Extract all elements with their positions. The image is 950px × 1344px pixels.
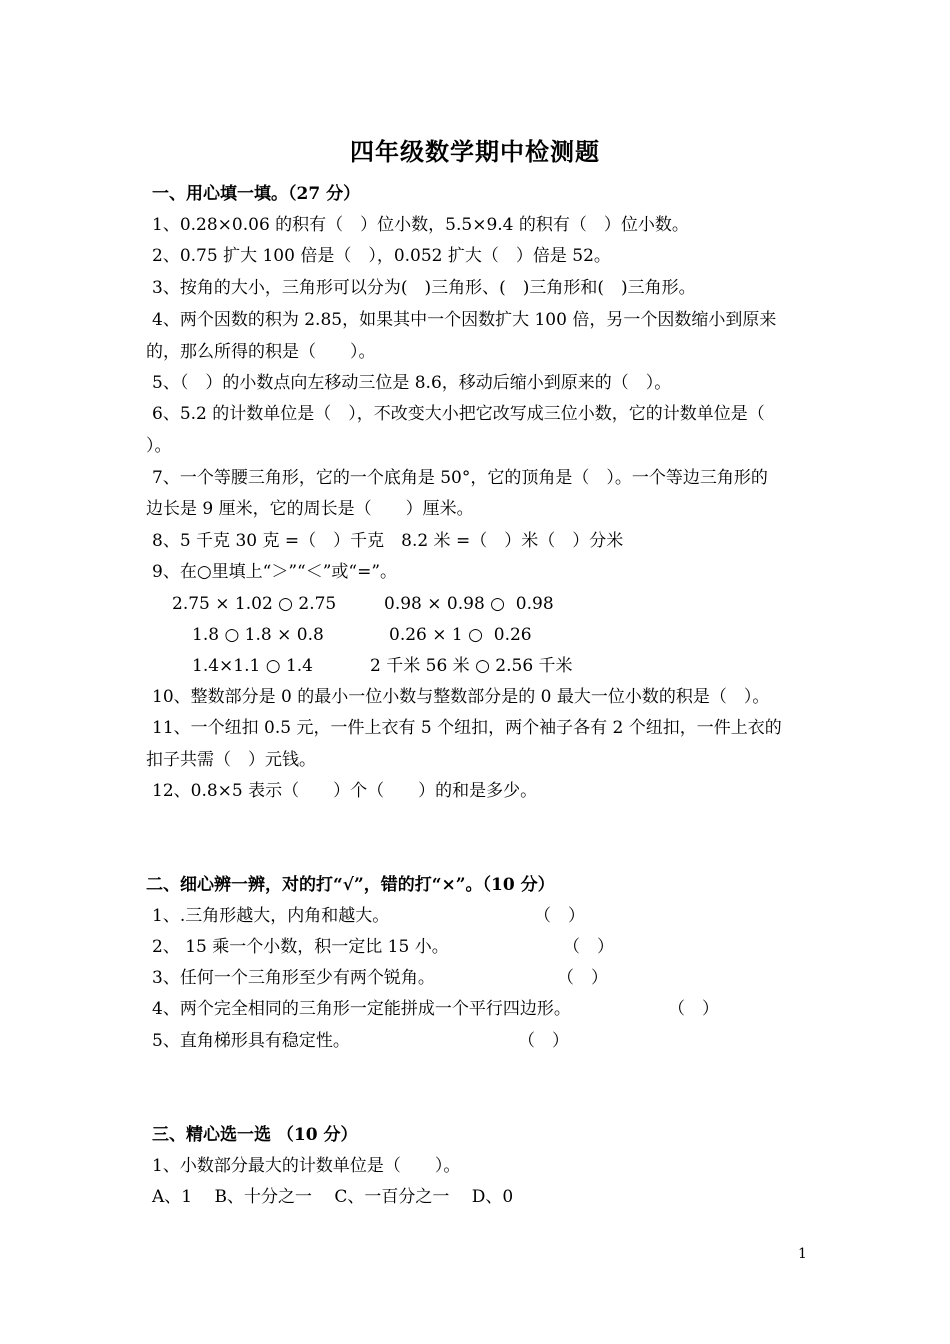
choice-question: 1、小数部分最大的计数单位是（ ）。	[152, 1156, 461, 1176]
comparison-item: 1.4×1.1 ○ 1.4	[192, 656, 313, 676]
page-title: 四年级数学期中检测题	[350, 137, 600, 166]
comparison-item: 2.75 × 1.02 ○ 2.75	[172, 594, 337, 614]
question-line: 边长是 9 厘米，它的周长是（ ）厘米。	[146, 499, 474, 519]
judge-item: 5、直角梯形具有稳定性。	[152, 1031, 350, 1051]
question-line: 12、0.8×5 表示（ ）个（ ）的和是多少。	[152, 781, 538, 801]
question-line: 5、（ ）的小数点向左移动三位是 8.6，移动后缩小到原来的（ ）。	[152, 373, 672, 393]
question-line: 3、按角的大小，三角形可以分为( )三角形、( )三角形和( )三角形。	[152, 278, 696, 298]
section3-heading: 三、精心选一选 （10 分）	[152, 1125, 358, 1145]
judge-item: 2、 15 乘一个小数，积一定比 15 小。	[152, 937, 449, 957]
question-line: 4、两个因数的积为 2.85，如果其中一个因数扩大 100 倍，另一个因数缩小到原来	[152, 310, 777, 330]
question-line: 2、0.75 扩大 100 倍是（ ），0.052 扩大（ ）倍是 52。	[152, 246, 611, 266]
question-line: 11、一个纽扣 0.5 元，一件上衣有 5 个纽扣，两个袖子各有 2 个纽扣，一件上衣的	[152, 718, 782, 738]
page-number: 1	[798, 1246, 807, 1262]
section2-heading: 二、细心辨一辨，对的打“√”，错的打“×”。（10 分）	[146, 875, 555, 895]
question-line: 扣子共需（ ）元钱。	[146, 750, 316, 770]
comparison-item: 0.98 × 0.98 ○ 0.98	[384, 594, 554, 614]
question-line: 7、一个等腰三角形，它的一个底角是 50°，它的顶角是（ ）。一个等边三角形的	[152, 468, 768, 488]
answer-bracket: （ ）	[557, 968, 608, 988]
judge-item: 3、任何一个三角形至少有两个锐角。	[152, 968, 435, 988]
question-line: ）。	[146, 436, 172, 456]
judge-item: 4、两个完全相同的三角形一定能拼成一个平行四边形。	[152, 999, 571, 1019]
section1-heading: 一、用心填一填。（27 分）	[152, 184, 361, 204]
judge-item: 1、.三角形越大，内角和越大。	[152, 906, 390, 926]
comparison-item: 0.26 × 1 ○ 0.26	[389, 625, 532, 645]
answer-bracket: （ ）	[668, 999, 719, 1019]
answer-bracket: （ ）	[563, 937, 614, 957]
question-line: 10、整数部分是 0 的最小一位小数与整数部分是的 0 最大一位小数的积是（ ）。	[152, 687, 770, 707]
answer-bracket: （ ）	[518, 1031, 569, 1051]
choice-options: A、1 B、十分之一 C、一百分之一 D、0	[152, 1187, 514, 1207]
comparison-item: 2 千米 56 米 ○ 2.56 千米	[370, 656, 573, 676]
question-line: 6、5.2 的计数单位是（ ），不改变大小把它改写成三位小数，它的计数单位是（	[152, 404, 765, 424]
question-line: 9、在○里填上“＞”“＜”或“=”。	[152, 562, 398, 582]
question-line: 1、0.28×0.06 的积有（ ）位小数，5.5×9.4 的积有（ ）位小数。	[152, 215, 689, 235]
answer-bracket: （ ）	[534, 906, 585, 926]
question-line: 8、5 千克 30 克 =（ ）千克 8.2 米 =（ ）米（ ）分米	[152, 531, 624, 551]
comparison-item: 1.8 ○ 1.8 × 0.8	[192, 625, 324, 645]
question-line: 的，那么所得的积是（ ）。	[146, 342, 376, 362]
